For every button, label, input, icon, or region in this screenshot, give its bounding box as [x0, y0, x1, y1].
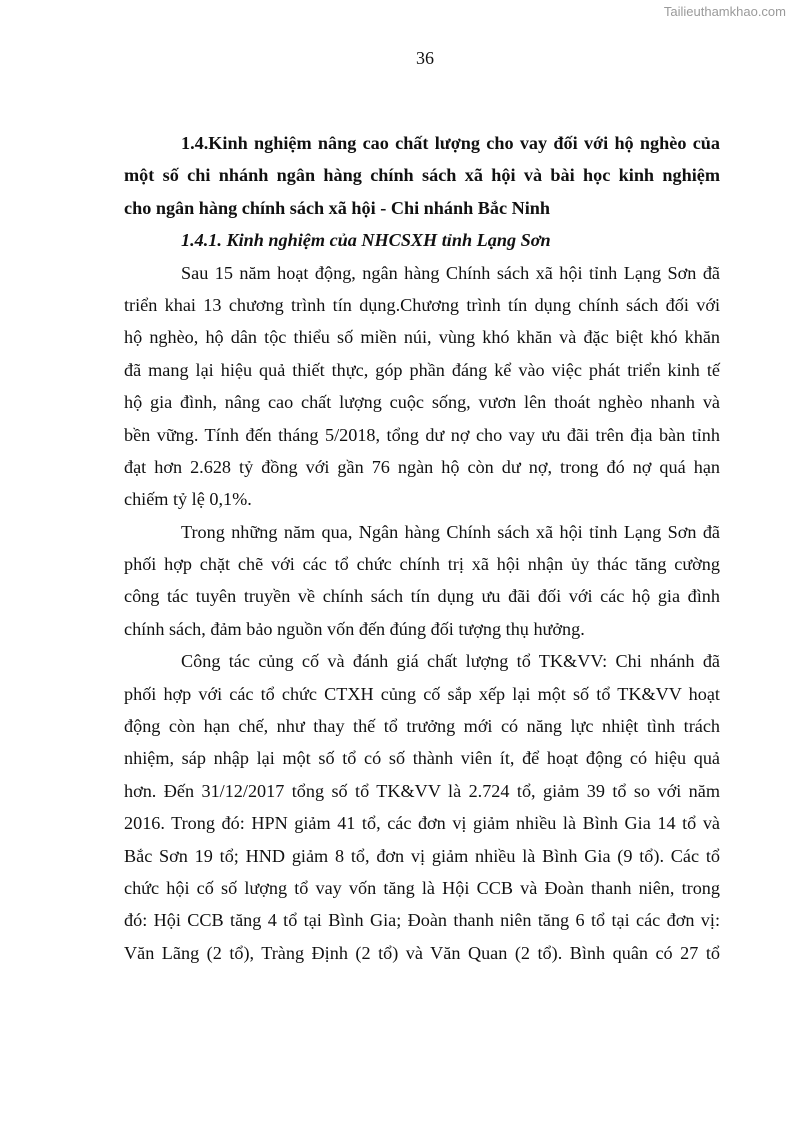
section-heading: [124, 127, 720, 224]
text-line: hộ nghèo, hộ dân tộc thiểu số miền núi, vùng khó khăn và đặc biệt khó khăn: [124, 327, 720, 348]
text-line: Trong những năm qua, Ngân hàng Chính sách xã hội tỉnh Lạng Sơn đã: [181, 521, 720, 542]
text-line: đã mang lại hiệu quả thiết thực, góp phần đáng kể vào việc phát triển kinh tế: [124, 359, 720, 380]
page-number: 36: [416, 48, 434, 68]
text-line: bền vững. Tính đến tháng 5/2018, tổng dư nợ cho vay ưu đãi trên địa bàn tỉnh: [124, 424, 720, 445]
text-line: hộ gia đình, nâng cao chất lượng cuộc sống, vươn lên thoát nghèo nhanh và: [124, 392, 720, 413]
text-line: nhiệm, sáp nhập lại một số tổ có số thành viên ít, để hoạt động có hiệu quả: [124, 748, 720, 769]
text-line: công tác tuyên truyền về chính sách tín dụng ưu đãi đối với các hộ gia đình: [124, 586, 720, 607]
text-line: đạt hơn 2.628 tỷ đồng với gần 76 ngàn hộ còn dư nợ, trong đó nợ quá hạn: [124, 456, 720, 477]
text-line: hơn. Đến 31/12/2017 tổng số tổ TK&VV là 2.724 tổ, giảm 39 tổ so với năm: [124, 780, 720, 801]
watermark: Tailieuthamkhao.com: [663, 4, 786, 19]
text-line: Sau 15 năm hoạt động, ngân hàng Chính sách xã hội tỉnh Lạng Sơn đã: [181, 262, 720, 283]
page-body: [124, 127, 720, 969]
text-line: động còn hạn chế, như thay thế tổ trưởng mới có năng lực nhiệt tình trách: [124, 716, 720, 737]
text-line: Văn Lãng (2 tổ), Tràng Định (2 tổ) và Văn Quan (2 tổ). Bình quân có 27 tổ: [124, 942, 720, 963]
text-line: phối hợp với các tổ chức CTXH củng cố sắp xếp lại một số tổ TK&VV hoạt: [124, 683, 720, 704]
text-line: triển khai 13 chương trình tín dụng.Chương trình tín dụng chính sách đối với: [124, 294, 720, 315]
heading-line: 1.4.Kinh nghiệm nâng cao chất lượng cho vay đối với hộ nghèo của: [181, 133, 720, 153]
paragraph: [124, 645, 720, 969]
text-line: Bắc Sơn 19 tổ; HND giảm 8 tổ, đơn vị giảm nhiều là Bình Gia (9 tổ). Các tổ: [124, 845, 720, 866]
heading-line: cho ngân hàng chính sách xã hội - Chi nhánh Bắc Ninh: [124, 197, 551, 218]
text-line: chính sách, đảm bảo nguồn vốn đến đúng đối tượng thụ hưởng.: [124, 618, 585, 639]
paragraph: [124, 257, 720, 516]
text-line: chức hội cố số lượng tổ vay vốn tăng là Hội CCB và Đoàn thanh niên, trong: [124, 877, 720, 898]
text-line: chiếm tỷ lệ 0,1%.: [124, 489, 252, 510]
text-line: đó: Hội CCB tăng 4 tổ tại Bình Gia; Đoàn thanh niên tăng 6 tổ tại các đơn vị:: [124, 910, 720, 931]
heading-line: một số chi nhánh ngân hàng chính sách xã hội và bài học kinh nghiệm: [124, 165, 720, 186]
subsection-heading: 1.4.1. Kinh nghiệm của NHCSXH tỉnh Lạng Sơn: [181, 230, 551, 251]
paragraph: [124, 516, 720, 646]
text-line: phối hợp chặt chẽ với các tổ chức chính trị xã hội nhận ủy thác tăng cường: [124, 554, 720, 575]
text-line: Công tác củng cố và đánh giá chất lượng tổ TK&VV: Chi nhánh đã: [181, 651, 720, 672]
text-line: 2016. Trong đó: HPN giảm 41 tổ, các đơn vị giảm nhiều là Bình Gia 14 tổ và: [124, 813, 720, 834]
